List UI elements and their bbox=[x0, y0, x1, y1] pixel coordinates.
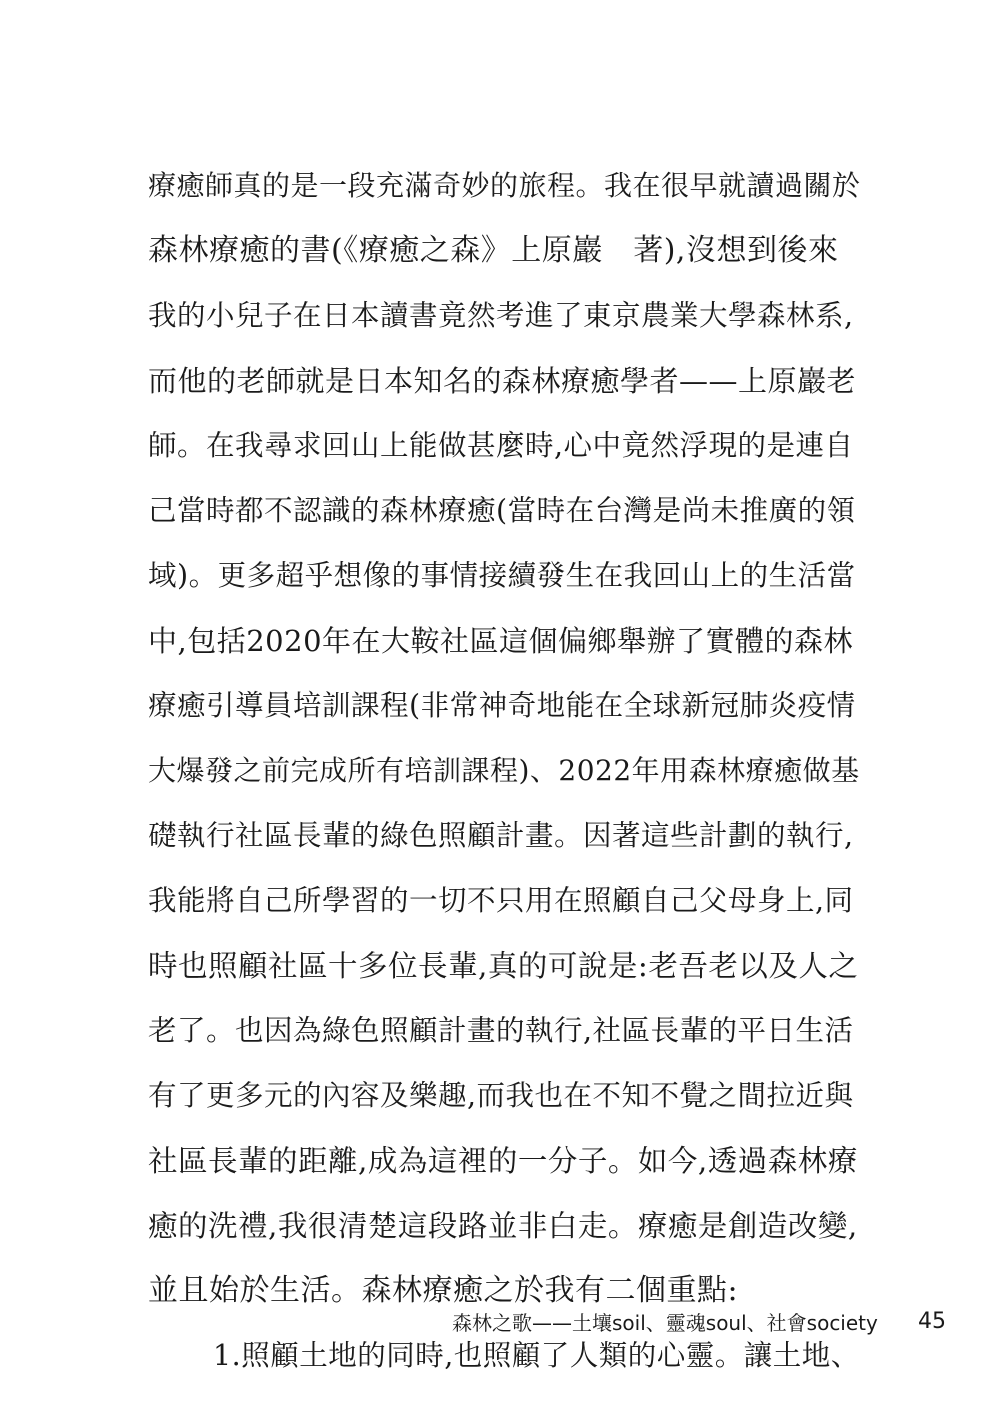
text-line-15: 有了更多元的內容及樂趣,而我也在不知不覺之間拉近與 bbox=[148, 1079, 854, 1112]
text-line-10: 大爆發之前完成所有培訓課程)、2022年用森林療癒做基 bbox=[148, 754, 860, 787]
text-line-11: 礎執行社區長輩的綠色照顧計畫。因著這些計劃的執行, bbox=[148, 819, 854, 852]
text-line-17: 癒的洗禮,我很清楚這段路並非白走。療癒是創造改變, bbox=[148, 1209, 858, 1243]
text-line-9: 療癒引導員培訓課程(非常神奇地能在全球新冠肺炎疫情 bbox=[148, 689, 856, 722]
text-line-4: 而他的老師就是日本知名的森林療癒學者——上原巖老 bbox=[148, 364, 857, 398]
text-line-19-indented: 1.照顧土地的同時,也照顧了人類的心靈。讓土地、 bbox=[213, 1339, 860, 1372]
text-line-3: 我的小兒子在日本讀書竟然考進了東京農業大學森林系, bbox=[148, 299, 854, 332]
text-line-2: 森林療癒的書(《療癒之森》上原巖 著),沒想到後來 bbox=[148, 233, 839, 268]
text-line-5: 師。在我尋求回山上能做甚麼時,心中竟然浮現的是連自 bbox=[148, 429, 854, 462]
text-line-1: 療癒師真的是一段充滿奇妙的旅程。我在很早就讀過關於 bbox=[148, 169, 861, 202]
text-line-16: 社區長輩的距離,成為這裡的一分子。如今,透過森林療 bbox=[148, 1144, 858, 1178]
text-line-14: 老了。也因為綠色照顧計畫的執行,社區長輩的平日生活 bbox=[148, 1014, 854, 1047]
text-line-7: 域)。更多超乎想像的事情接續發生在我回山上的生活當 bbox=[148, 559, 856, 592]
running-footer-title: 森林之歌——土壤soil、靈魂soul、社會society bbox=[452, 1311, 878, 1335]
text-line-8: 中,包括2020年在大鞍社區這個偏鄉舉辦了實體的森林 bbox=[148, 624, 854, 658]
text-line-12: 我能將自己所學習的一切不只用在照顧自己父母身上,同 bbox=[148, 884, 854, 917]
page-number: 45 bbox=[918, 1309, 946, 1334]
text-line-6: 己當時都不認識的森林療癒(當時在台灣是尚未推廣的領 bbox=[148, 494, 856, 527]
text-line-18: 並且始於生活。森林療癒之於我有二個重點: bbox=[148, 1273, 739, 1308]
text-line-13: 時也照顧社區十多位長輩,真的可說是:老吾老以及人之 bbox=[148, 949, 859, 983]
